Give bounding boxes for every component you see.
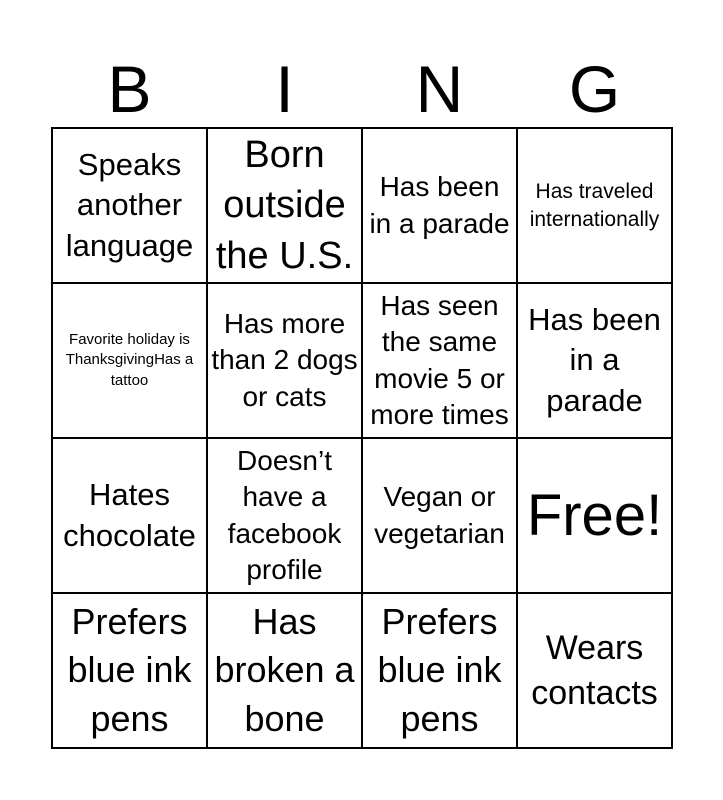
- header-letter-n: N: [415, 52, 464, 126]
- cell-text: Has been in a parade: [369, 171, 510, 239]
- bingo-cell-r4c3[interactable]: [363, 594, 518, 749]
- bingo-cell-r4c4[interactable]: [518, 594, 673, 749]
- cell-text: Vegan or vegetarian: [374, 481, 505, 549]
- cell-text: Hates chocolate: [63, 477, 196, 553]
- bingo-cell-r2c4[interactable]: [518, 284, 673, 439]
- cell-text: Prefers blue ink pens: [377, 600, 502, 739]
- cell-text: Has more than 2 dogs or cats: [211, 307, 358, 412]
- bingo-cell-r1c3[interactable]: [363, 129, 518, 284]
- bingo-cell-r2c2[interactable]: [208, 284, 363, 439]
- cell-text: Wears contacts: [531, 629, 658, 712]
- cell-text: Free!: [526, 482, 663, 548]
- bingo-cell-r2c3[interactable]: [363, 284, 518, 439]
- cell-text: Has seen the same movie 5 or more times: [370, 289, 509, 430]
- bingo-cell-r3c2[interactable]: [208, 439, 363, 594]
- cell-text: Has been in a parade: [528, 302, 661, 418]
- cell-text: Prefers blue ink pens: [67, 600, 192, 739]
- bingo-cell-r2c1[interactable]: [53, 284, 208, 439]
- bingo-cell-r4c1[interactable]: [53, 594, 208, 749]
- bingo-cell-r3c1[interactable]: [53, 439, 208, 594]
- bingo-cell-r1c4[interactable]: [518, 129, 673, 284]
- header-letter-i: I: [275, 52, 294, 126]
- cell-text: Has broken a bone: [214, 600, 355, 739]
- cell-text: Has traveled internationally: [529, 180, 660, 231]
- cell-text: Born outside the U.S.: [215, 134, 354, 277]
- cell-text: Speaks another language: [65, 147, 194, 263]
- bingo-cell-r1c2[interactable]: [208, 129, 363, 284]
- cell-text: Doesn’t have a facebook profile: [227, 444, 342, 585]
- header-letter-b: B: [107, 52, 152, 126]
- cell-text: Favorite holiday is ThanksgivingHas a tattoo: [65, 331, 194, 389]
- bingo-board: [51, 127, 673, 749]
- bingo-cell-r4c2[interactable]: [208, 594, 363, 749]
- bingo-header: [52, 50, 672, 128]
- bingo-cell-free[interactable]: [518, 439, 673, 594]
- bingo-cell-r1c1[interactable]: [53, 129, 208, 284]
- bingo-cell-r3c3[interactable]: [363, 439, 518, 594]
- header-letter-g: G: [568, 52, 621, 126]
